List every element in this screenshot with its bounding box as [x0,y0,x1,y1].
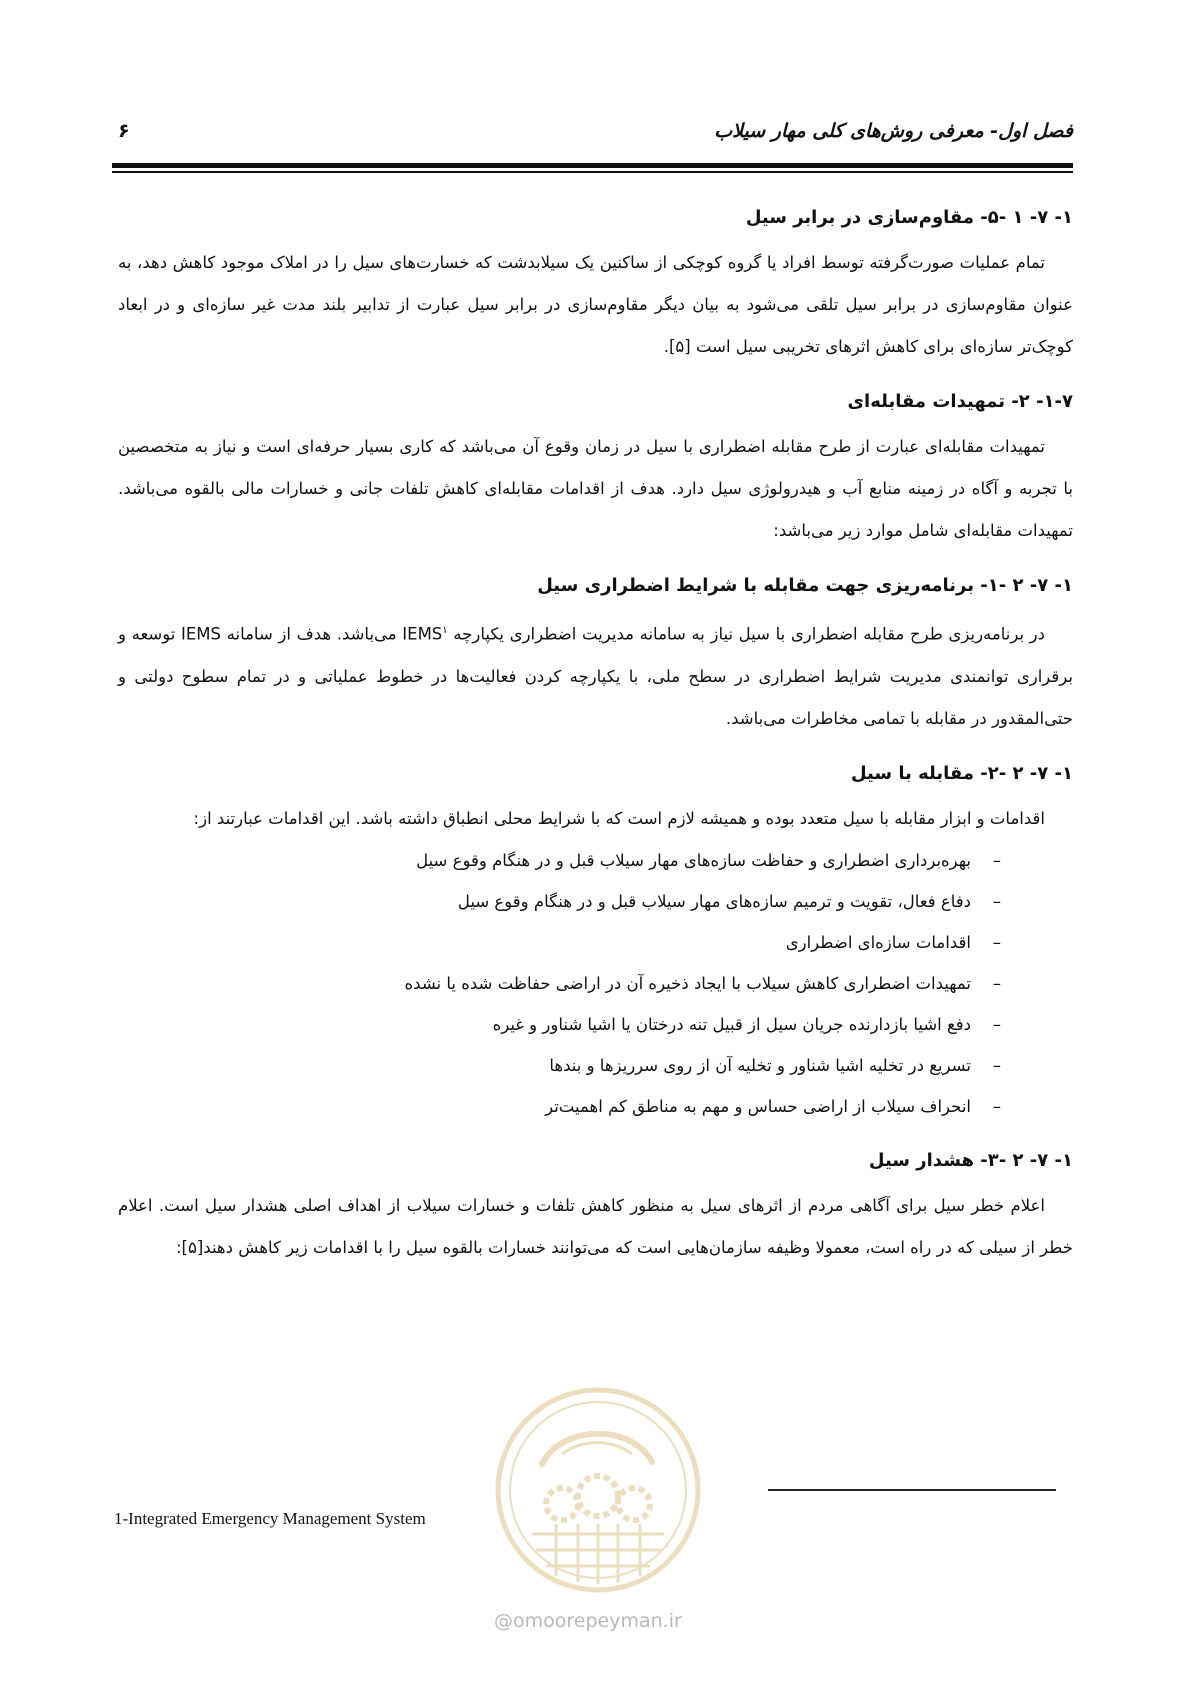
list-item-text: اقدامات سازه‌ای اضطراری [785,932,971,952]
list-item [118,840,1001,881]
header-rule-thick [112,163,1073,168]
list-item [118,922,1001,963]
section-paragraph-response-measures: تمهیدات مقابله‌ای عبارت از طرح مقابله اضطراری با سیل در زمان وقوع آن می‌باشد که کاری بسیار حرفه‌ای است و نیاز به متخصصین با تجربه و آگاه در زمینه منابع آب و هیدرولوژی سیل دارد. هدف از اقدامات مقابله‌ای کاهش تلفات جانی و خسارات مالی بالقوه می‌باشد. تمهیدات مقابله‌ای شامل موارد زیر می‌باشد: [118,437,1073,540]
section-paragraph-flood-proofing: تمام عملیات صورت‌گرفته توسط افراد یا گروه کوچکی از ساکنین یک سیلابدشت که خسارت‌های سیل را در املاک موجود کاهش دهد، به عنوان مقاوم‌سازی در برابر سیل تلقی می‌شود به بیان دیگر مقاوم‌سازی در برابر سیل عبارت از تدابیر بلند مدت غیر سازه‌ای و در ابعاد کوچک‌تر سازه‌ای برای کاهش اثرهای تخریبی سیل است [۵]. [118,253,1073,356]
list-bullet: – [992,850,1001,870]
paragraph-text-part: در برنامه‌ریزی طرح مقابله اضطراری با سیل نیاز به سامانه مدیریت اضطراری یکپارچه IEMS [402,624,1045,644]
footnote-separator [768,1489,1056,1491]
page-body [118,190,1073,1269]
list-item-text: بهره‌برداری اضطراری و حفاظت سازه‌های مهار سیلاب قبل و در هنگام وقوع سیل [416,850,971,870]
footnote: 1-Integrated Emergency Management System [114,1509,426,1528]
list-item-text: انحراف سیلاب از اراضی حساس و مهم به مناطق کم اهمیت‌تر [545,1096,971,1116]
header-rule-thin [112,171,1073,173]
list-item [118,1045,1001,1086]
section-heading-flood-fighting: ۱- ۷- ۲ -۲- مقابله با سیل [850,762,1073,784]
list-bullet: – [992,932,1001,952]
chapter-title: فصل اول- معرفی روش‌های کلی مهار سیلاب [714,120,1073,142]
omoorepeyman-seal-icon [492,1384,704,1596]
page-header [112,120,1073,160]
section-paragraph-flood-warning: اعلام خطر سیل برای آگاهی مردم از اثرهای سیل به منظور کاهش تلفات و خسارات سیلاب از اهداف اصلی هشدار سیل است. اعلام خطر از سیلی که در راه است، معمولا وظیفه سازمان‌هایی است که می‌توانند خسارات بالقوه سیل را با اقدامات زیر کاهش دهند[۵]: [118,1195,1073,1257]
paragraph-text-part: می‌باشد. هدف از سامانه IEMS توسعه و برقراری توانمندی مدیریت شرایط اضطراری در سطح ملی، با یکپارچه کردن فعالیت‌ها در خطوط عملیاتی و در تمام سطوح دولتی و حتی‌المقدور در مقابله با تمامی مخاطرات می‌باشد. [118,624,1073,728]
list-item [118,881,1001,922]
list-item [118,1004,1001,1045]
list-item [118,963,1001,1004]
watermark-url-text: omoorepeyman.ir [513,1610,682,1632]
section-heading-flood-proofing: ۱- ۷- ۱ -۵- مقاوم‌سازی در برابر سیل [745,207,1073,228]
page-number: ۶ [118,120,130,142]
flood-fighting-measures-list [118,840,1073,1127]
list-item-text: تسریع در تخلیه اشیا شناور و تخلیه آن از روی سرریزها و بندها [549,1055,971,1075]
section-heading-response-measures: ۱-۷- ۲- تمهیدات مقابله‌ای [847,391,1073,412]
list-bullet: – [992,1055,1001,1075]
section-intro-flood-fighting: اقدامات و ابزار مقابله با سیل متعدد بوده و همیشه لازم است که با شرایط محلی انطباق داشته باشد. این اقدامات عبارتند از: [193,808,1045,828]
section-heading-emergency-planning: ۱- ۷- ۲ -۱- برنامه‌ریزی جهت مقابله با شرایط اضطراری سیل [537,575,1073,596]
list-item-text: تمهیدات اضطراری کاهش سیلاب با ایجاد ذخیره آن در اراضی حفاظت شده یا نشده [404,973,971,993]
list-item-text: دفع اشیا بازدارنده جریان سیل از قبیل تنه درختان یا اشیا شناور و غیره [492,1014,971,1034]
list-bullet: – [992,891,1001,911]
list-bullet: – [992,1096,1001,1116]
footnote-reference: ۱ [442,625,448,636]
list-item-text: دفاع فعال، تقویت و ترمیم سازه‌های مهار سیلاب قبل و در هنگام وقوع سیل [457,891,971,911]
list-bullet: – [992,973,1001,993]
list-item [118,1086,1001,1127]
watermark-url: @omoorepeyman.ir [494,1610,682,1632]
section-paragraph-emergency-planning [118,610,1073,740]
list-bullet: – [992,1014,1001,1034]
section-heading-flood-warning: ۱- ۷- ۲ -۳- هشدار سیل [868,1149,1073,1171]
